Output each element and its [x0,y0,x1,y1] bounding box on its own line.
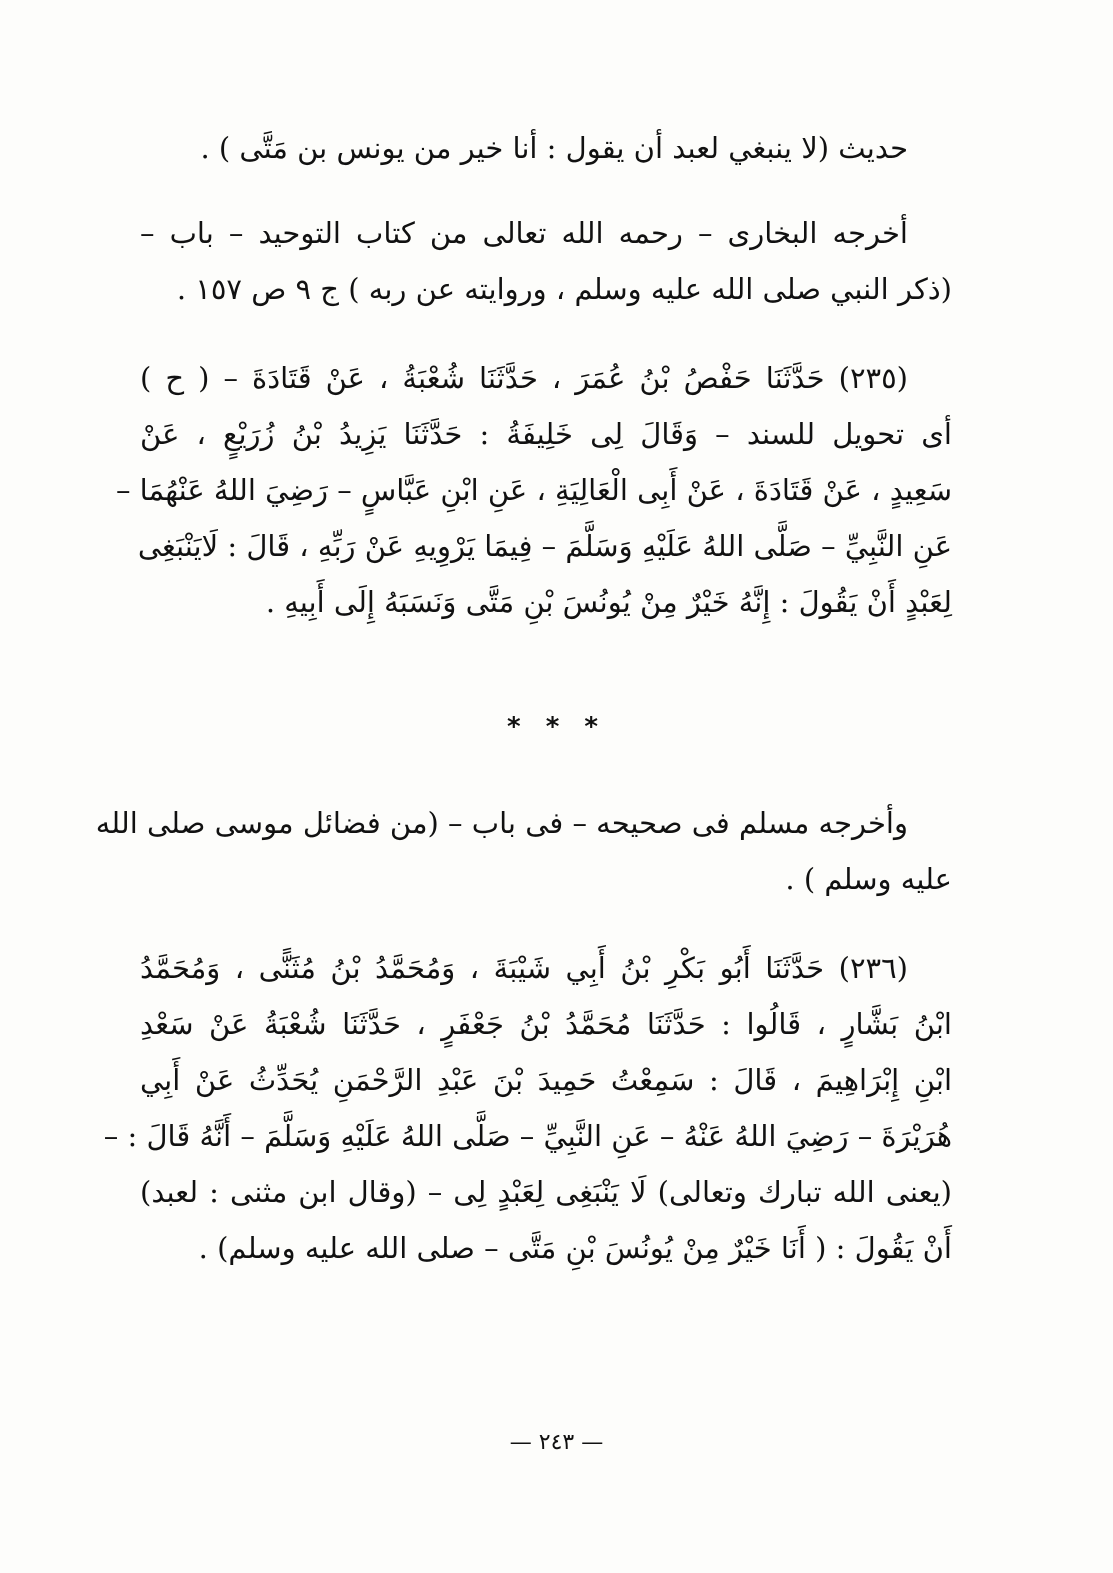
paragraph-line: ابْنُ بَشَّارٍ ، قَالُوا : حَدَّثَنَا مُحَمَّدُ بْنُ جَعْفَرٍ ، حَدَّثَنَا شُعْبَةُ عَنْ سَعْدِ [140,1007,952,1041]
paragraph-line: (٢٣٦) حَدَّثَنَا أَبُو بَكْرِ بْنُ أَبِي شَيْبَةَ ، وَمُحَمَّدُ بْنُ مُثَنًّى ، وَمُحَمَّدُ [140,951,908,985]
paragraph-line: هُرَيْرَةَ – رَضِيَ اللهُ عَنْهُ – عَنِ النَّبِيِّ – صَلَّى اللهُ عَلَيْهِ وَسَلَّمَ – أَنَّهُ قَالَ : – [103,1119,952,1153]
muslim-source-paragraph [95,795,952,907]
bukhari-source-paragraph [140,205,952,317]
paragraph-line: سَعِيدٍ ، عَنْ قَتَادَةَ ، عَنْ أَبِى الْعَالِيَةِ ، عَنِ ابْنِ عَبَّاسٍ – رَضِيَ اللهُ عَنْهُمَا – [115,473,952,507]
paragraph-line: لِعَبْدٍ أَنْ يَقُولَ : إِنَّهُ خَيْرٌ مِنْ يُونُسَ بْنِ مَتَّى وَنَسَبَهُ إِلَى أَبِيهِ . [265,585,952,619]
paragraph-line: ابْنِ إِبْرَاهِيمَ ، قَالَ : سَمِعْتُ حَمِيدَ بْنَ عَبْدِ الرَّحْمَنِ يُحَدِّثُ عَنْ أَبِي [140,1063,952,1097]
paragraph-line: وأخرجه مسلم فى صحيحه – فى باب – (من فضائل موسى صلى الله [95,806,908,840]
paragraph-line: أخرجه البخارى – رحمه الله تعالى من كتاب التوحيد – باب – [140,216,908,250]
paragraph-line: عليه وسلم ) . [785,862,952,896]
page-number: — ٢٤٣ — [509,1430,604,1455]
hadith-235-paragraph [115,350,952,630]
paragraph-line: أَنْ يَقُولَ : ( أَنَا خَيْرٌ مِنْ يُونُسَ بْنِ مَتَّى – صلى الله عليه وسلم) . [198,1231,952,1265]
section-separator: * * * [507,712,606,742]
hadith-heading [140,120,952,176]
hadith-236-paragraph [103,940,952,1276]
paragraph-line: عَنِ النَّبِيِّ – صَلَّى اللهُ عَلَيْهِ وَسَلَّمَ – فِيمَا يَرْوِيهِ عَنْ رَبِّهِ ، قَالَ : لَايَنْبَغِى [137,529,952,563]
paragraph-line: أى تحويل للسند – وَقَالَ لِى خَلِيفَةُ : حَدَّثَنَا يَزِيدُ بْنُ زُرَيْعٍ ، عَنْ [140,417,952,451]
heading-line: حديث (لا ينبغي لعبد أن يقول : أنا خير من يونس بن مَتَّى ) . [200,131,908,165]
paragraph-line: (ذكر النبي صلى الله عليه وسلم ، وروايته عن ربه ) ج ٩ ص ١٥٧ . [176,272,952,306]
paragraph-line: (يعنى الله تبارك وتعالى) لَا يَنْبَغِى لِعَبْدٍ لِى – (وقال ابن مثنى : لعبد) [140,1175,952,1209]
paragraph-line: (٢٣٥) حَدَّثَنَا حَفْصُ بْنُ عُمَرَ ، حَدَّثَنَا شُعْبَةُ ، عَنْ قَتَادَةَ – ( ح ) [140,361,908,395]
